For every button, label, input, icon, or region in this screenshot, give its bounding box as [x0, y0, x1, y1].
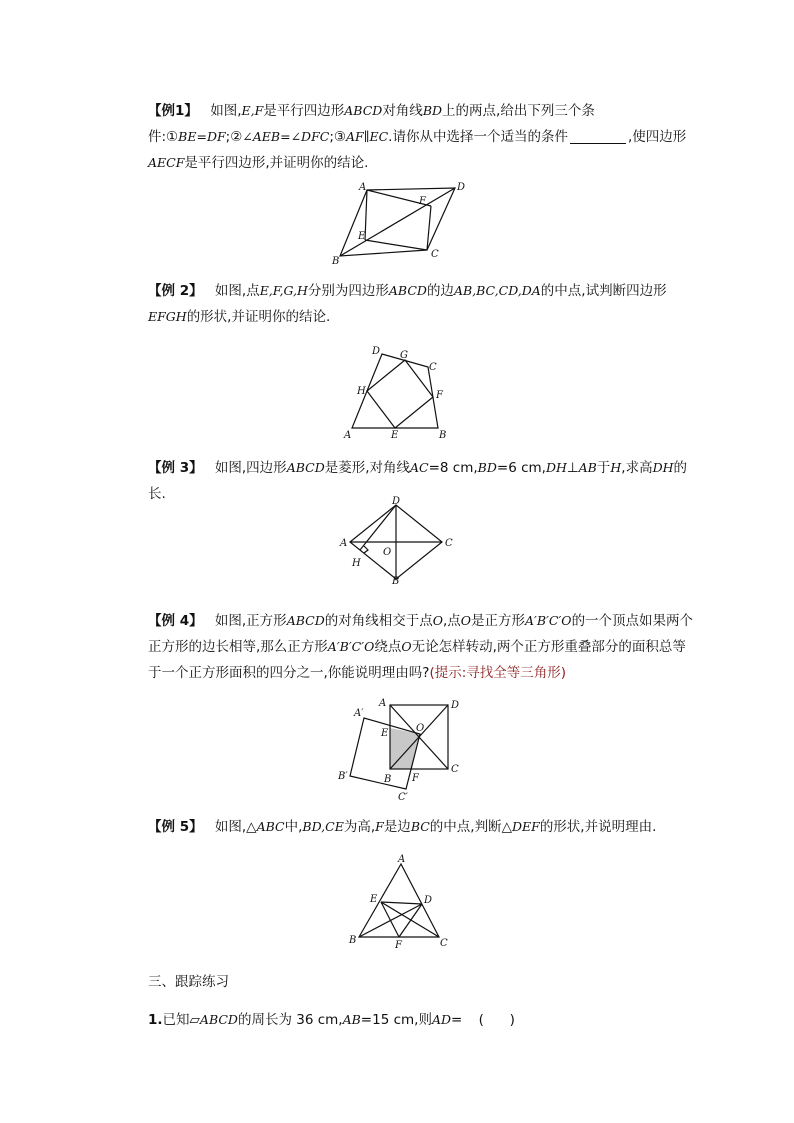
- question-1: 1.已知▱ABCD的周长为 36 cm,AB=15 cm,则AD= ( ): [148, 1012, 515, 1028]
- fig5-label-f: F: [395, 940, 402, 951]
- example-2-text: 【例 2】 如图,点E,F,G,H分别为四边形ABCD的边AB,BC,CD,DA的中点,试判断四边形EFGH的形状,并证明你的结论.: [148, 283, 667, 325]
- figure-5-triangle: [344, 852, 454, 952]
- example-4-label: 【例 4】: [148, 613, 203, 629]
- answer-parenthesis[interactable]: ( ): [478, 1012, 515, 1028]
- example-3-text: 【例 3】 如图,四边形ABCD是菱形,对角线AC=8 cm,BD=6 cm,DH⊥AB于H,求高DH的长.: [148, 460, 688, 502]
- fig1-label-a: A: [359, 182, 367, 193]
- example-3-label: 【例 3】: [148, 460, 203, 476]
- fig4-label-a1: A′: [354, 708, 364, 719]
- answer-blank[interactable]: [570, 129, 626, 144]
- fig4-label-f: F: [412, 773, 419, 784]
- hint-text: (提示:寻找全等三角形): [429, 665, 567, 681]
- fig5-label-a: A: [398, 854, 406, 865]
- fig2-label-d: D: [372, 346, 381, 357]
- fig4-shaded-overlap: [390, 728, 420, 769]
- fig2-label-f: F: [436, 390, 443, 401]
- figure-2-quadrilateral: [340, 340, 455, 440]
- example-5-text: 【例 5】 如图,△ABC中,BD,CE为高,F是边BC的中点,判断△DEF的形状,并说明理由.: [148, 819, 657, 835]
- fig5-de: [381, 902, 422, 904]
- example-5-label: 【例 5】: [148, 819, 203, 835]
- fig3-label-d: D: [392, 496, 401, 507]
- fig4-label-c: C: [451, 764, 459, 775]
- example-1-text: 【例1】 如图,E,F是平行四边形ABCD对角线BD上的两点,给出下列三个条件:①BE=DF;②∠AEB=∠DFC;③AF∥EC.请你从中选择一个适当的条件 ,使四边形AECF是平行四边形,并证明你的结论.: [148, 103, 687, 171]
- fig3-right-angle-mark: [364, 546, 368, 553]
- fig4-label-b1: B′: [338, 771, 348, 782]
- fig4-label-o: O: [416, 723, 425, 734]
- fig1-label-d: D: [457, 182, 466, 193]
- fig1-ec: [365, 240, 427, 250]
- fig4-label-b: B: [384, 774, 392, 785]
- fig4-label-e: E: [381, 728, 389, 739]
- fig5-label-b: B: [349, 935, 357, 946]
- fig5-df: [399, 904, 422, 937]
- fig3-altitude-dh: [360, 505, 396, 550]
- fig2-label-a: A: [344, 430, 352, 440]
- fig1-label-b: B: [332, 256, 340, 267]
- fig2-label-c: C: [429, 362, 437, 373]
- fig1-label-f: F: [419, 196, 426, 207]
- fig3-label-h: H: [352, 558, 361, 569]
- figure-3-rhombus: [336, 495, 460, 585]
- fig2-label-h: H: [357, 386, 366, 397]
- example-2-label: 【例 2】: [148, 283, 203, 299]
- fig2-label-e: E: [391, 430, 399, 440]
- fig4-label-d: D: [451, 700, 460, 711]
- section-title: 三、跟踪练习: [148, 974, 229, 990]
- fig4-label-c1: C′: [398, 792, 408, 803]
- fig4-label-a: A: [379, 698, 387, 709]
- fig1-label-e: E: [358, 231, 366, 242]
- fig3-label-a: A: [340, 538, 348, 549]
- fig5-label-d: D: [424, 895, 433, 906]
- fig3-label-b: B: [392, 576, 400, 585]
- fig5-label-c: C: [440, 938, 448, 949]
- figure-4-two-squares: [334, 694, 464, 804]
- fig3-label-o: O: [383, 547, 392, 558]
- fig1-label-c: C: [431, 249, 439, 260]
- figure-1-parallelogram: [325, 178, 470, 268]
- fig2-label-b: B: [439, 430, 447, 440]
- example-1-label: 【例1】: [148, 103, 198, 119]
- example-4-text: 【例 4】 如图,正方形ABCD的对角线相交于点O,点O是正方形A′B′C′O的一个顶点如果两个正方形的边长相等,那么正方形A′B′C′O绕点O无论怎样转动,两个正方形重叠部分的面积总等于一个正方形面积的四分之一,你能说明理由吗?(提示:寻找全等三角形): [148, 613, 694, 681]
- fig5-label-e: E: [370, 894, 378, 905]
- fig3-label-c: C: [445, 538, 453, 549]
- fig2-label-g: G: [400, 350, 408, 361]
- fig2-midpoint-quad-efgh: [367, 360, 433, 428]
